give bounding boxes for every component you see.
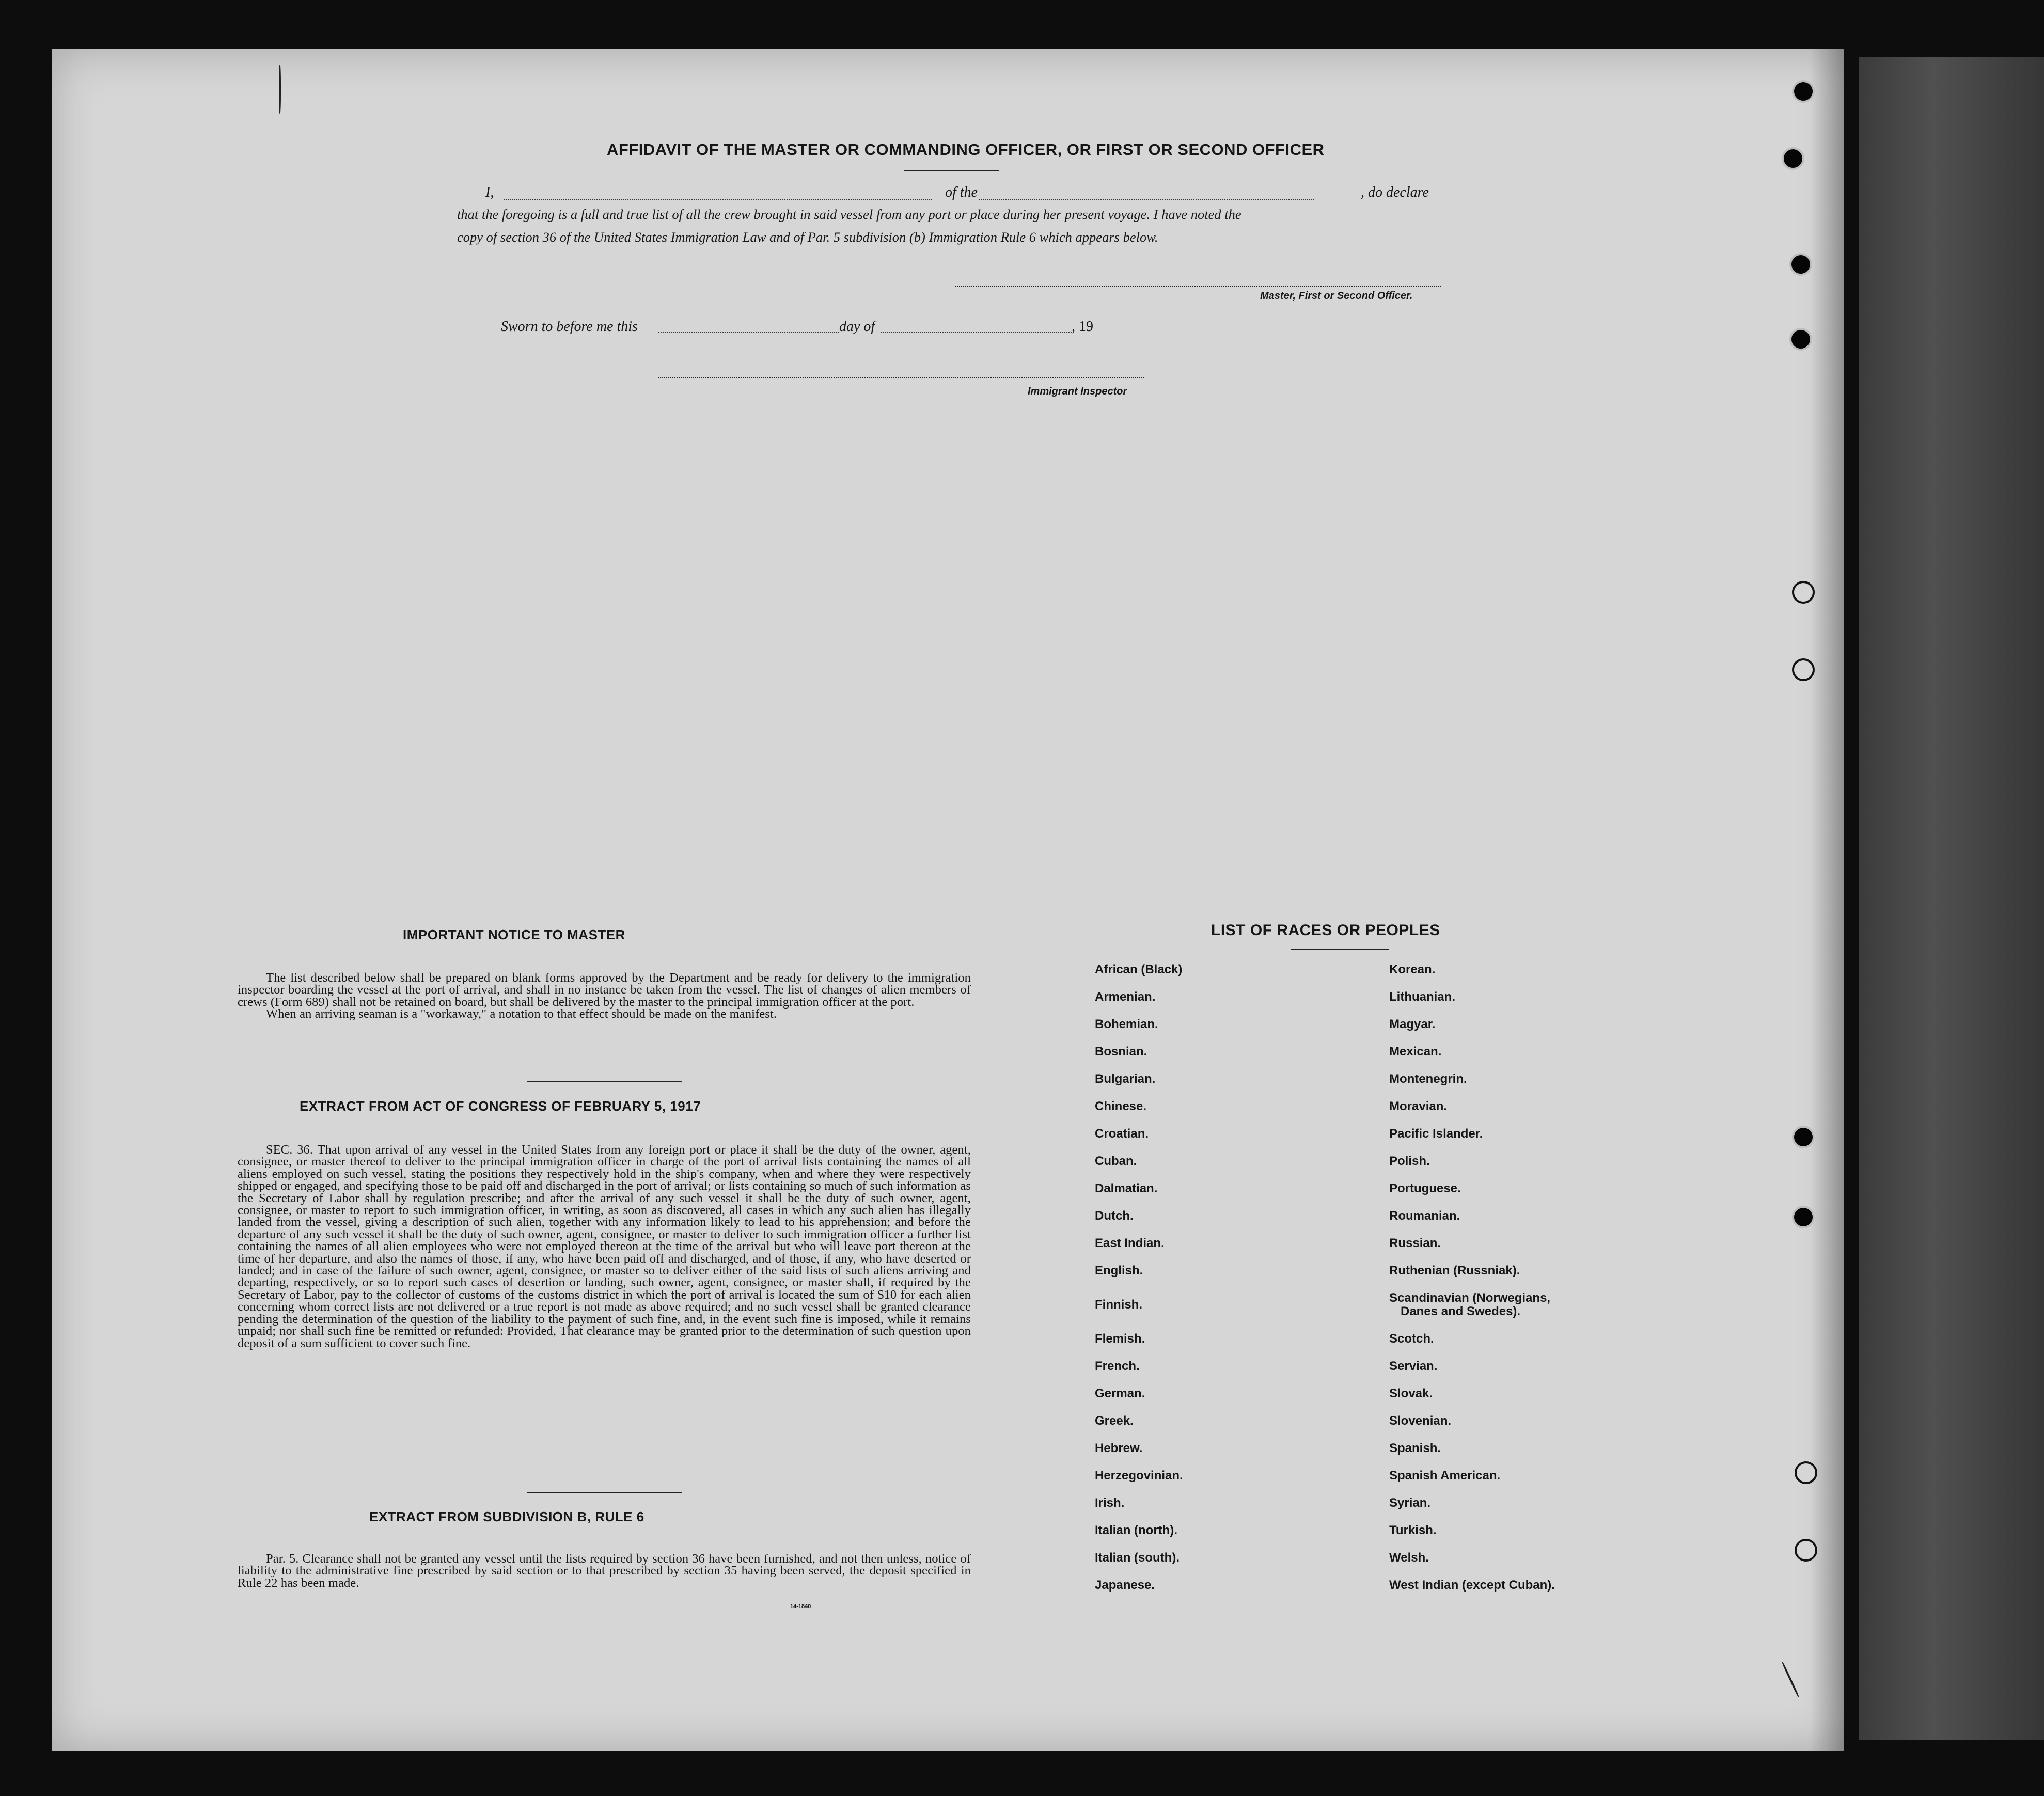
race-item: Spanish.	[1389, 1441, 1441, 1455]
binder-hole	[1795, 1539, 1817, 1562]
race-item: Portuguese.	[1389, 1181, 1461, 1195]
race-item: Russian.	[1389, 1236, 1441, 1250]
binder-hole	[1795, 1461, 1817, 1484]
pencil-mark	[279, 65, 281, 114]
race-item: Slovenian.	[1389, 1414, 1452, 1428]
year-label: , 19	[1072, 319, 1093, 335]
extract-act-text	[238, 1144, 971, 1349]
race-item: Scandinavian (Norwegians,	[1389, 1291, 1551, 1305]
pencil-mark	[1781, 1662, 1799, 1698]
race-item: Turkish.	[1389, 1523, 1437, 1537]
race-item: Lithuanian.	[1389, 990, 1455, 1004]
notice-paragraph-2: When an arriving seaman is a "workaway," a notation to that effect should be made on the manifest.	[266, 1007, 777, 1021]
race-item: Moravian.	[1389, 1099, 1448, 1113]
race-item: Bulgarian.	[1095, 1072, 1156, 1086]
extract-rule-text	[238, 1553, 971, 1589]
race-item: Greek.	[1095, 1414, 1134, 1428]
race-item: Danes and Swedes).	[1401, 1304, 1521, 1318]
race-item: Italian (north).	[1095, 1523, 1177, 1537]
binder-hole	[1789, 328, 1812, 351]
sworn-blank	[658, 332, 839, 333]
notice-text	[238, 972, 971, 1020]
extract-act-title: EXTRACT FROM ACT OF CONGRESS OF FEBRUARY 5, 1917	[300, 1098, 701, 1114]
race-item: German.	[1095, 1387, 1145, 1400]
race-item: English.	[1095, 1264, 1143, 1278]
race-item: Dutch.	[1095, 1209, 1134, 1223]
book-binding	[1859, 57, 2044, 1740]
day-of-label: day of	[839, 319, 875, 335]
signature-label: Master, First or Second Officer.	[1260, 290, 1413, 302]
race-item: African (Black)	[1095, 963, 1183, 976]
affidavit-i: I,	[485, 184, 494, 200]
binder-hole	[1792, 581, 1815, 604]
inspector-label: Immigrant Inspector	[1028, 386, 1127, 397]
binder-hole	[1789, 253, 1812, 276]
divider	[904, 170, 999, 171]
race-item: Bosnian.	[1095, 1045, 1147, 1059]
divider	[1291, 949, 1389, 950]
signature-line	[955, 286, 1441, 287]
race-item: Slovak.	[1389, 1387, 1433, 1400]
race-item: Polish.	[1389, 1154, 1430, 1168]
race-item: Mexican.	[1389, 1045, 1442, 1059]
vessel-blank	[979, 199, 1314, 200]
race-item: Syrian.	[1389, 1496, 1431, 1510]
race-item: Spanish American.	[1389, 1469, 1501, 1483]
race-item: Montenegrin.	[1389, 1072, 1467, 1086]
binder-hole	[1792, 1206, 1815, 1228]
notice-title: IMPORTANT NOTICE TO MASTER	[403, 927, 625, 942]
extract-rule-paragraph: Par. 5. Clearance shall not be granted any vessel until the lists required by section 36 have been furnished, and not then unless, notice of liability to the administrative fine prescribed by said section or to that prescribed by section 35 having been served, the deposit specified in Rule 22 has been made.	[238, 1552, 971, 1590]
affidavit-line-2: that the foregoing is a full and true list of all the crew brought in said vessel from any port or place during her present voyage. I have noted the	[457, 207, 1241, 222]
race-item: Dalmatian.	[1095, 1181, 1158, 1195]
binder-hole	[1792, 658, 1815, 681]
race-item: Scotch.	[1389, 1332, 1434, 1346]
race-item: Japanese.	[1095, 1578, 1155, 1592]
race-item: Finnish.	[1095, 1298, 1142, 1312]
race-item: Italian (south).	[1095, 1551, 1180, 1565]
race-item: Korean.	[1389, 963, 1436, 976]
race-item: Servian.	[1389, 1359, 1438, 1373]
race-item: Cuban.	[1095, 1154, 1137, 1168]
race-item: West Indian (except Cuban).	[1389, 1578, 1555, 1592]
race-item: East Indian.	[1095, 1236, 1165, 1250]
affidavit-title: AFFIDAVIT OF THE MASTER OR COMMANDING OFFICER, OR FIRST OR SECOND OFFICER	[607, 140, 1325, 159]
extract-rule-title: EXTRACT FROM SUBDIVISION B, RULE 6	[369, 1509, 644, 1524]
race-item: Roumanian.	[1389, 1209, 1460, 1223]
affidavit-declare: , do declare	[1361, 184, 1429, 200]
race-item: Armenian.	[1095, 990, 1156, 1004]
race-item: Herzegovinian.	[1095, 1469, 1183, 1483]
binder-hole	[1782, 147, 1804, 170]
races-title: LIST OF RACES OR PEOPLES	[1211, 922, 1440, 939]
race-item: Chinese.	[1095, 1099, 1147, 1113]
race-item: French.	[1095, 1359, 1140, 1373]
race-item: Flemish.	[1095, 1332, 1145, 1346]
race-item: Pacific Islander.	[1389, 1127, 1483, 1141]
inspector-line	[658, 377, 1144, 378]
race-item: Welsh.	[1389, 1551, 1429, 1565]
document-page	[52, 49, 1844, 1751]
extract-act-paragraph: SEC. 36. That upon arrival of any vessel in the United States from any foreign port or place it shall be the duty of the owner, agent, consignee, or master thereof to deliver to the principal immigration officer in charge of the port of arrival lists containing the names of all aliens employed on such vessel, stating the positions they respectively hold in the ship's company, when and where they were respectively shipped or engaged, and specifying those to be paid off and discharged in the port of arrival; or lists containing so much of such information as the Secretary of Labor shall by regulation prescribe; and after the arrival of any such vessel it shall be the duty of such owner, agent, consignee, or master to report to such immigration officer, in writing, as soon as discovered, all cases in which any such alien has illegally landed from the vessel, giving a description of such alien, together with any information likely to lead to his apprehension; and before the departure of any such vessel it shall be the duty of such owner, agent, consignee, or master to deliver to such immigration officer a further list containing the names of all alien employees who were not employed thereon at the time of the arrival but who will leave port thereon at the time of her departure, and also the names of those, if any, who have been paid off and discharged, and of those, if any, who have deserted or landed; and in case of the failure of such owner, agent, consignee, or master so to deliver either of the said lists of such aliens arriving and departing, respectively, or so to report such cases of desertion or landing, such owner, agent, consignee, or master shall, if required by the Secretary of Labor, pay to the collector of customs of the customs district in which the port of arrival is located the sum of $10 for each alien concerning whom correct lists are not delivered or a true report is not made as above required; and no such vessel shall be granted clearance pending the determination of the question of the liability to the payment of such fine, and, in the event such fine is imposed, while it remains unpaid; nor shall such fine be remitted or refunded: Provided, That clearance may be granted prior to the determination of such question upon deposit of a sum sufficient to cover such fine.	[238, 1143, 971, 1350]
day-blank	[881, 332, 1072, 333]
affidavit-of-the: of the	[945, 184, 978, 200]
divider	[527, 1081, 682, 1082]
race-item: Bohemian.	[1095, 1017, 1158, 1031]
race-item: Croatian.	[1095, 1127, 1149, 1141]
form-number: 14-1840	[790, 1603, 811, 1610]
affidavit-line-3: copy of section 36 of the United States Immigration Law and of Par. 5 subdivision (b) Immigration Rule 6 which appears below.	[457, 229, 1158, 245]
race-item: Irish.	[1095, 1496, 1125, 1510]
name-blank	[504, 199, 932, 200]
binder-hole	[1792, 1126, 1815, 1148]
race-item: Magyar.	[1389, 1017, 1436, 1031]
notice-paragraph-1: The list described below shall be prepared on blank forms approved by the Department and be ready for delivery to the immigration inspector boarding the vessel at the port of arrival, and shall in no instance be taken from the vessel. The list of changes of alien members of crews (Form 689) shall not be retained on board, but shall be delivered by the master to the principal immigration officer at the port.	[238, 971, 971, 1009]
sworn-label: Sworn to before me this	[501, 319, 638, 335]
binder-hole	[1792, 80, 1815, 103]
race-item: Hebrew.	[1095, 1441, 1143, 1455]
divider	[527, 1492, 682, 1493]
race-item: Ruthenian (Russniak).	[1389, 1264, 1520, 1278]
